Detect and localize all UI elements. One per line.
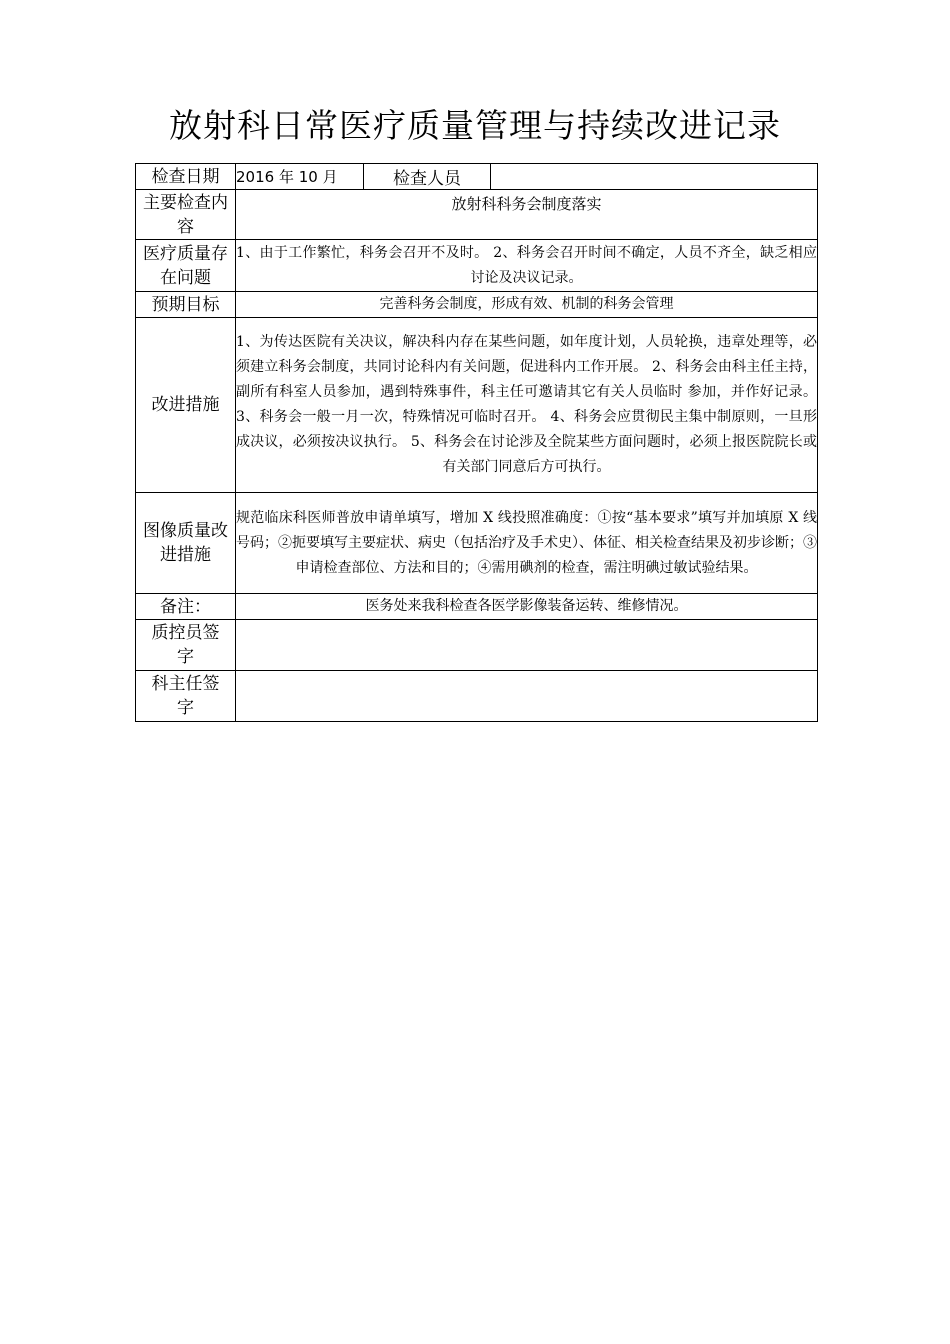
image-quality-measures-value: 规范临床科医师普放申请单填写，增加 X 线投照准确度：①按“基本要求”填写并加填原 X 线号码；②扼要填写主要症状、病史（包括治疗及手术史）、体征、相关检查结果及初步诊断；③申请检查部位、方法和目的；④需用碘剂的检查，需注明碘过敏试验结果。 xyxy=(236,493,818,594)
row-quality-problems xyxy=(136,240,818,292)
remarks-value: 医务处来我科检查各医学影像装备运转、维修情况。 xyxy=(236,594,818,620)
row-image-quality-measures xyxy=(136,493,818,594)
main-content-value: 放射科科务会制度落实 xyxy=(236,190,818,240)
qc-signature-field[interactable] xyxy=(236,620,818,671)
director-signature-label: 科主任签字 xyxy=(136,671,236,722)
improvement-measures-value: 1、为传达医院有关决议，解决科内存在某些问题，如年度计划，人员轮换，违章处理等，必须建立科务会制度，共同讨论科内有关问题，促进科内工作开展。 2、科务会由科主任主持，副所有科室人员参加，遇到特殊事件，科主任可邀请其它有关人员临时 参加，并作好记录。 3、科务会一般一月一次，特殊情况可临时召开。 4、科务会应贯彻民主集中制原则，一旦形成决议，必须按决议执行。 5、科务会在讨论涉及全院某些方面问题时，必须上报医院院长或有关部门同意后方可执行。 xyxy=(236,318,818,493)
qc-signature-label: 质控员签字 xyxy=(136,620,236,671)
director-signature-field[interactable] xyxy=(236,671,818,722)
page-title: 放射科日常医疗质量管理与持续改进记录 xyxy=(169,106,781,145)
quality-problems-label: 医疗质量存在问题 xyxy=(136,240,236,292)
remarks-label: 备注： xyxy=(136,594,236,620)
row-qc-signature xyxy=(136,620,818,671)
inspection-date-label: 检查日期 xyxy=(136,164,236,190)
expected-goal-value: 完善科务会制度，形成有效、机制的科务会管理 xyxy=(236,292,818,318)
row-inspection-date xyxy=(136,164,818,190)
row-expected-goal xyxy=(136,292,818,318)
inspector-value xyxy=(491,164,818,190)
row-main-content xyxy=(136,190,818,240)
main-content-label: 主要检查内容 xyxy=(136,190,236,240)
expected-goal-label: 预期目标 xyxy=(136,292,236,318)
row-director-signature xyxy=(136,671,818,722)
row-remarks xyxy=(136,594,818,620)
quality-problems-value: 1、由于工作繁忙，科务会召开不及时。 2、科务会召开时间不确定，人员不齐全，缺乏相应讨论及决议记录。 xyxy=(236,240,818,292)
improvement-measures-label: 改进措施 xyxy=(136,318,236,493)
record-table xyxy=(135,163,818,722)
inspection-date-value: 2016 年 10 月 xyxy=(236,164,364,190)
inspector-label: 检查人员 xyxy=(364,164,491,190)
image-quality-measures-label: 图像质量改进措施 xyxy=(136,493,236,594)
row-improvement-measures xyxy=(136,318,818,493)
